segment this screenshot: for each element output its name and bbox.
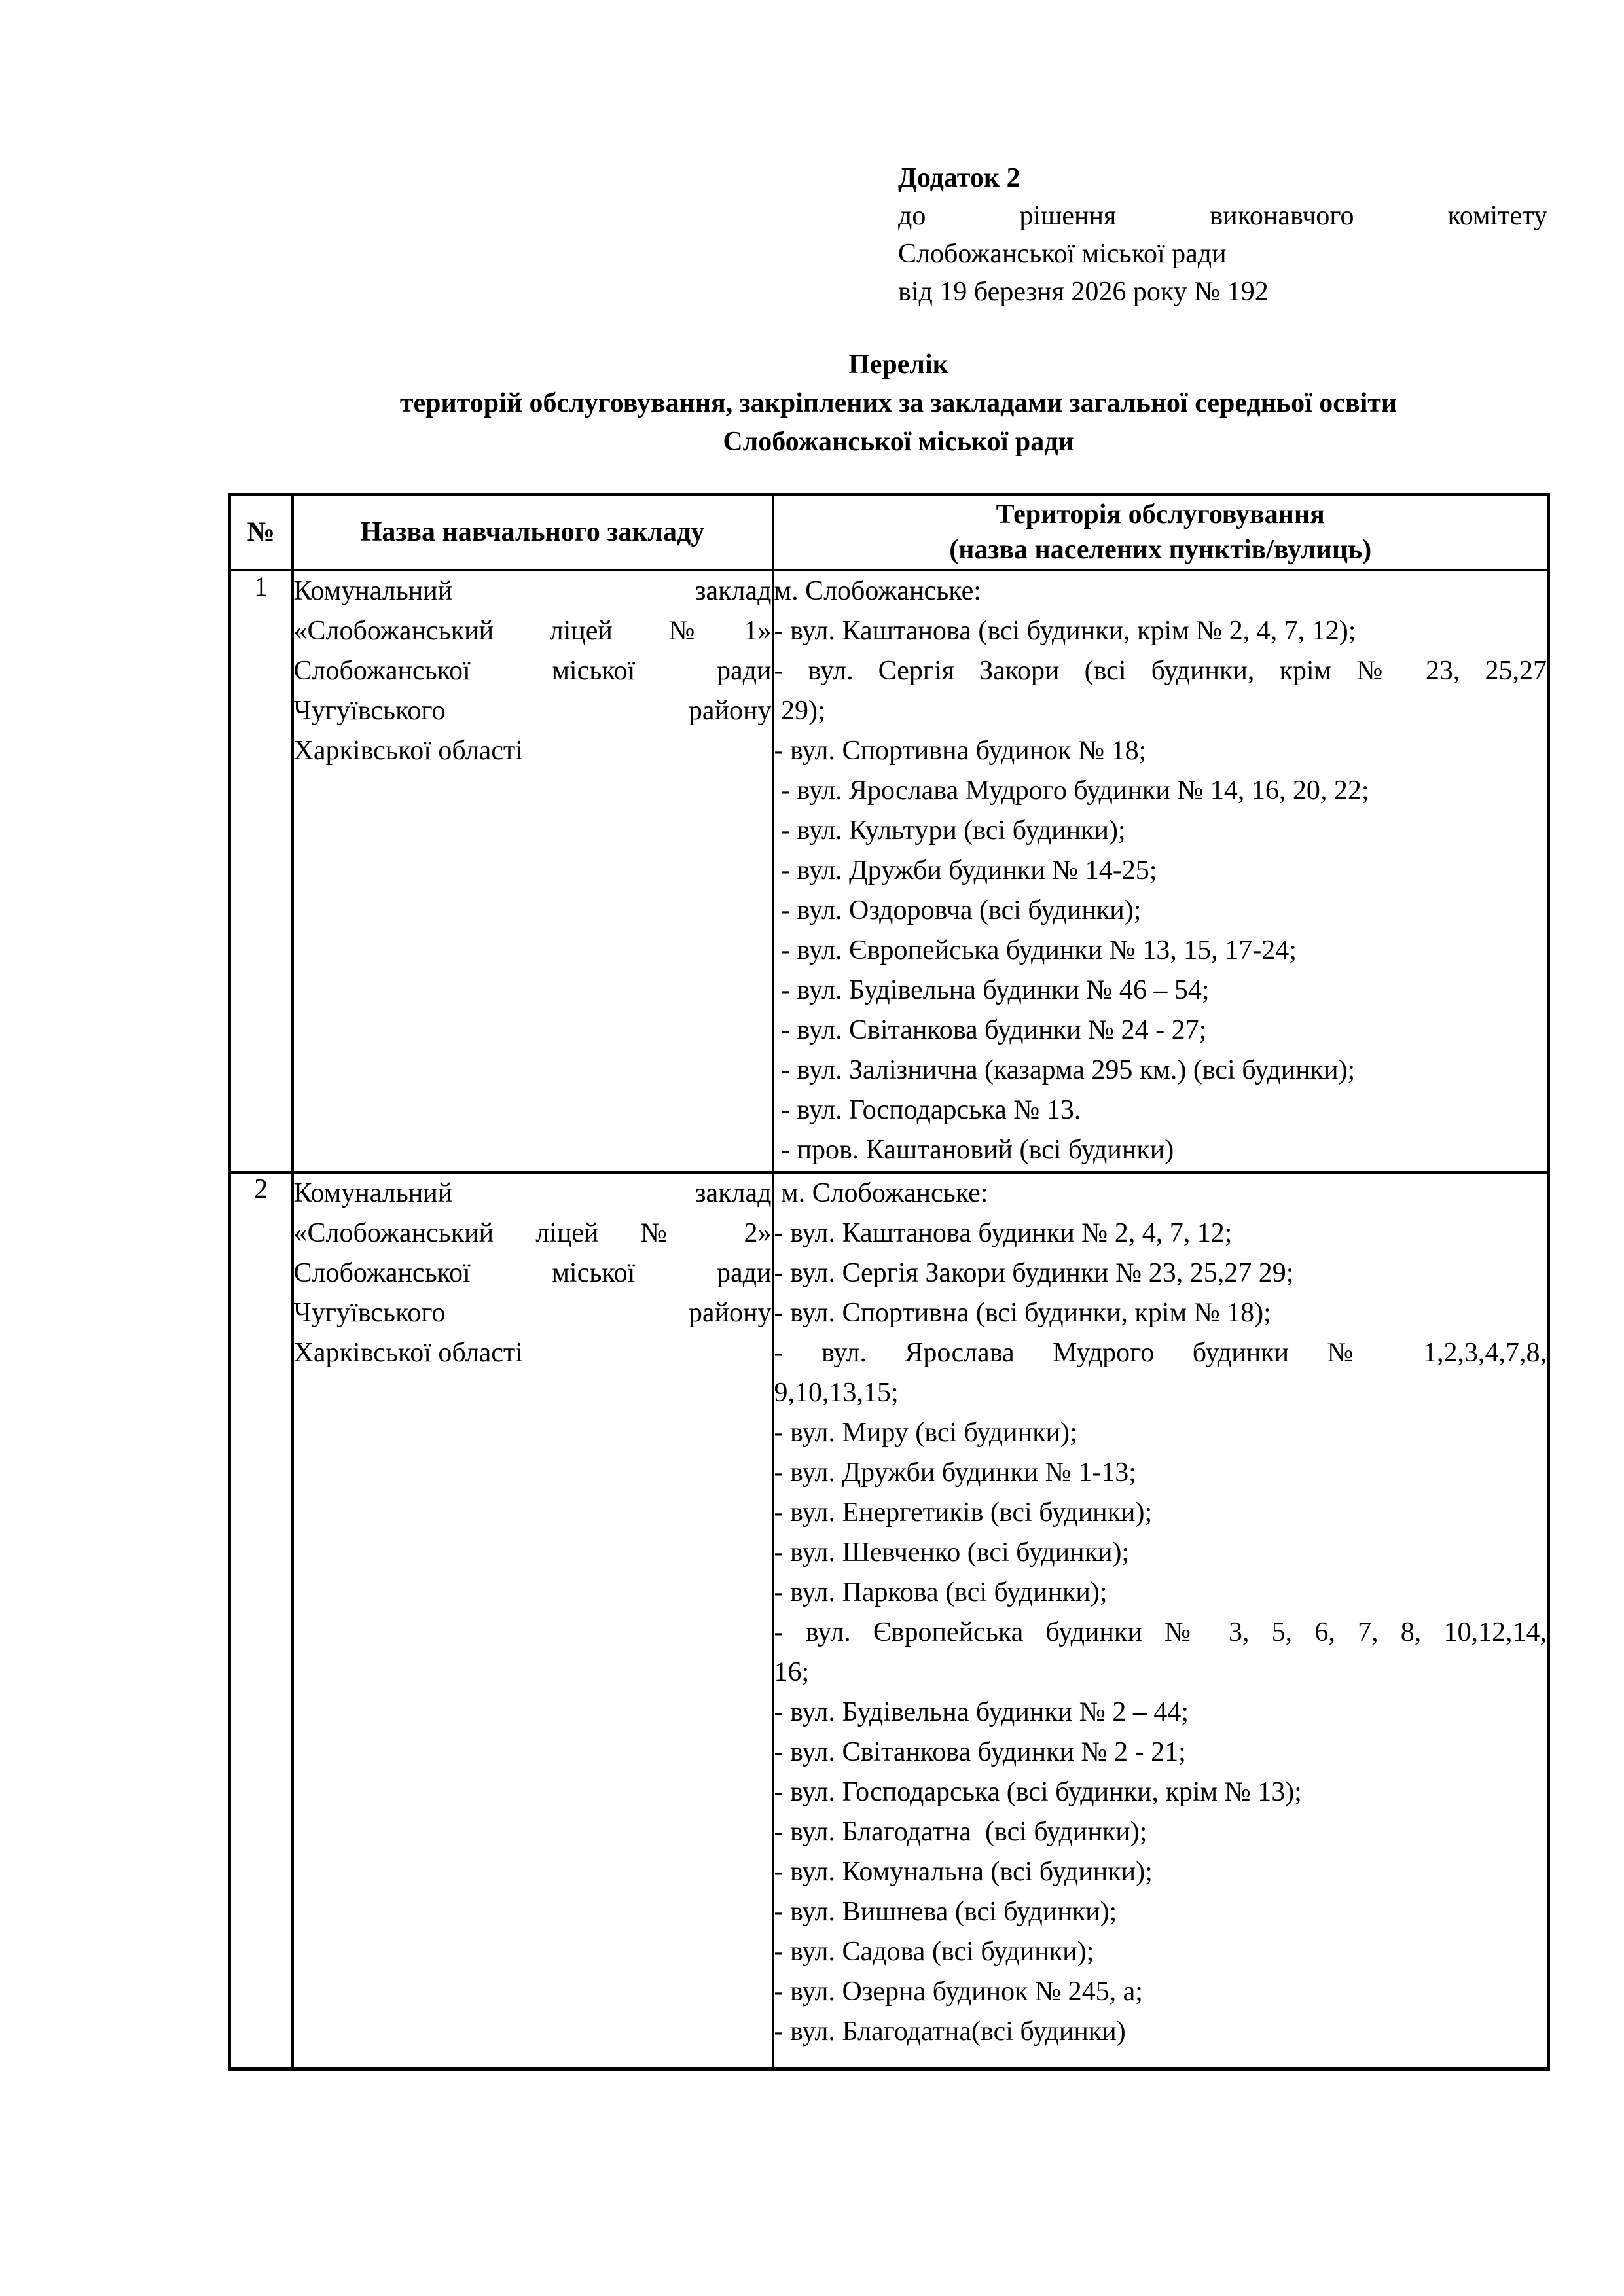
text-line: Комунальний заклад (293, 575, 772, 606)
row-1-number: 1 (230, 570, 293, 1172)
appendix-ref-line-2: Слобожанської міської ради (898, 239, 1227, 269)
table-row-2 (230, 1172, 1549, 2069)
text-line: «Слобожанський ліцей №1» (293, 615, 772, 646)
text-line: - вул. Благодатна (всі будинки); (774, 1816, 1147, 1847)
text-line: 16; (774, 1657, 810, 1687)
text-line: Слобожанської міської ради (293, 655, 772, 686)
text-line: Комунальний заклад (293, 1177, 772, 1208)
header-territory-line-2: (назва населених пунктів/вулиць) (949, 535, 1372, 565)
text-line: - вул. Дружби будинки № 14-25; (774, 855, 1157, 886)
text-line: - вул. Сергія Закори будинки № 23, 25,27 29; (774, 1257, 1294, 1288)
text-line: - вул. Будівельна будинки № 46 – 54; (774, 975, 1210, 1005)
text-line: - вул. Господарська (всі будинки, крім № 13); (774, 1776, 1302, 1807)
row-2-territory-lines (774, 1174, 1547, 2052)
text-line: - вул. Світанкова будинки № 2 - 21; (774, 1736, 1186, 1767)
text-line: - вул. Миру (всі будинки); (774, 1417, 1077, 1448)
row-2-school-name-lines (294, 1174, 772, 1373)
text-line: Харківської області (293, 735, 523, 766)
text-line: - вул. Паркова (всі будинки); (774, 1577, 1108, 1607)
text-line: Чугуївського району (293, 1297, 772, 1328)
text-line: Чугуївського району (293, 695, 772, 726)
text-line: - вул. Залізнична (казарма 295 км.) (всі будинки); (774, 1054, 1356, 1085)
document-title (249, 346, 1548, 461)
text-line: - вул. Світанкова будинки № 24 - 27; (774, 1014, 1207, 1045)
text-line: - вул. Ярослава Мудрого будинки № 14, 16, 20, 22; (774, 775, 1369, 806)
row-2-school-name (293, 1172, 773, 2069)
text-line: - вул. Європейська будинки № 13, 15, 17-24; (774, 935, 1297, 965)
text-line: 29); (774, 695, 825, 726)
text-line: - вул. Енергетиків (всі будинки); (774, 1497, 1153, 1528)
row-1-school-name (293, 570, 773, 1172)
appendix-ref-line-1: до рішення виконавчого комітету (898, 201, 1547, 231)
header-cell-territory (773, 495, 1549, 570)
text-line: - вул. Господарська № 13. (774, 1094, 1081, 1125)
territories-table (228, 493, 1550, 2071)
header-cell-num: № (230, 495, 293, 570)
title-line-3: Слобожанської міської ради (723, 427, 1074, 457)
title-line-2: територій обслуговування, закріплених за закладами загальної середньої освіти (399, 388, 1398, 418)
title-line-1: Перелік (848, 350, 948, 380)
text-line: - вул. Шевченко (всі будинки); (774, 1537, 1130, 1568)
text-line: - вул. Спортивна будинок № 18; (774, 735, 1147, 766)
text-line: - вул. Благодатна(всі будинки) (774, 2016, 1126, 2047)
text-line: - вул. Дружби будинки № 1-13; (774, 1457, 1136, 1488)
text-line: - пров. Каштановий (всі будинки) (774, 1134, 1174, 1165)
text-line: - вул. Каштанова (всі будинки, крім № 2, 4, 7, 12); (774, 615, 1356, 646)
text-line: - вул. Садова (всі будинки); (774, 1936, 1094, 1967)
appendix-number: Додаток 2 (898, 163, 1020, 193)
text-line: - вул. Ярослава Мудрого будинки № 1,2,3,4,7,8, (774, 1337, 1547, 1368)
text-line: - вул. Озерна будинок № 245, а; (774, 1976, 1143, 2007)
appendix-date-line: від 19 березня 2026 року № 192 (898, 277, 1269, 307)
text-line: - вул. Каштанова будинки № 2, 4, 7, 12; (774, 1217, 1233, 1248)
row-1-territory (773, 570, 1549, 1172)
text-line: - вул. Оздоровча (всі будинки); (774, 895, 1142, 925)
text-line: Слобожанської міської ради (293, 1257, 772, 1288)
row-1-school-name-lines (294, 571, 772, 771)
text-line: - вул. Комунальна (всі будинки); (774, 1856, 1153, 1887)
text-line: 9,10,13,15; (774, 1377, 899, 1408)
header-territory-line-1: Територія обслуговування (996, 499, 1325, 530)
text-line: м. Слобожанське: (774, 1177, 988, 1208)
text-line: м. Слобожанське: (774, 575, 981, 606)
text-line: «Слобожанський ліцей № 2» (293, 1217, 772, 1248)
text-line: - вул. Спортивна (всі будинки, крім № 18); (774, 1297, 1271, 1328)
text-line: - вул. Вишнева (всі будинки); (774, 1896, 1117, 1927)
row-1-territory-lines (774, 571, 1547, 1170)
appendix-header-block (898, 159, 1547, 311)
text-line: - вул. Європейська будинки № 3, 5, 6, 7, 8, 10,12,14, (774, 1617, 1547, 1647)
header-cell-name: Назва навчального закладу (293, 495, 773, 570)
row-2-number: 2 (230, 1172, 293, 2069)
text-line: - вул. Будівельна будинки № 2 – 44; (774, 1696, 1189, 1727)
text-line: - вул. Сергія Закори (всі будинки, крім № 23, 25,27 (774, 655, 1547, 686)
text-line: - вул. Культури (всі будинки); (774, 815, 1126, 846)
table-header-row (230, 495, 1549, 570)
row-2-territory (773, 1172, 1549, 2069)
table-row-1 (230, 570, 1549, 1172)
text-line: Харківської області (293, 1337, 523, 1368)
